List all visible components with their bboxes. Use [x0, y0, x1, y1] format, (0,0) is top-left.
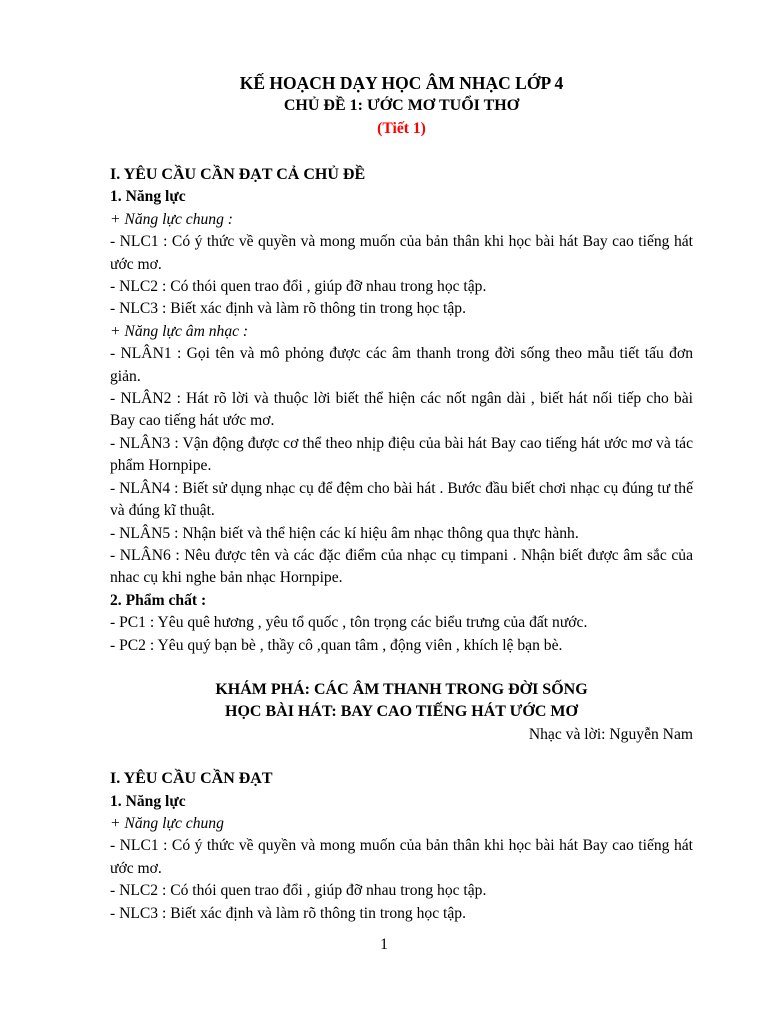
- topic-subtitle: CHỦ ĐỀ 1: ƯỚC MƠ TUỔI THƠ: [283, 97, 520, 114]
- spacer: [110, 657, 693, 679]
- section1-competence-heading: 1. Năng lực: [110, 188, 186, 206]
- paragraph: - NLÂN4 : Biết sử dụng nhạc cụ để đệm cho bài hát . Bước đầu biết chơi nhạc cụ đúng tư thế và đúng kĩ thuật.: [110, 479, 693, 520]
- section2-heading: I. YÊU CẦU CẦN ĐẠT: [110, 770, 273, 788]
- lesson-title-song: HỌC BÀI HÁT: BAY CAO TIẾNG HÁT ƯỚC MƠ: [225, 703, 578, 721]
- spacer: [110, 141, 693, 164]
- lesson-title-explore: KHÁM PHÁ: CÁC ÂM THANH TRONG ĐỜI SỐNG: [215, 680, 588, 698]
- song-credit: Nhạc và lời: Nguyễn Nam: [528, 725, 693, 743]
- section2-general-label: + Năng lực chung: [110, 814, 224, 832]
- paragraph: - NLÂN5 : Nhận biết và thể hiện các kí hiệu âm nhạc thông qua thực hành.: [110, 524, 579, 542]
- paragraph: - NLÂN1 : Gọi tên và mô phỏng được các âm thanh trong đời sống theo mẫu tiết tấu đơn giản.: [110, 345, 693, 385]
- section1-general-label: + Năng lực chung :: [110, 210, 233, 228]
- paragraph: - NLC2 : Có thói quen trao đổi , giúp đỡ nhau trong học tập.: [110, 882, 487, 900]
- paragraph: - PC2 : Yêu quý bạn bè , thầy cô ,quan tâm , động viên , khích lệ bạn bè.: [110, 636, 563, 654]
- paragraph: - NLÂN2 : Hát rõ lời và thuộc lời biết thể hiện các nốt ngân dài , biết hát nối tiếp cho bài Bay cao tiếng hát ước mơ.: [110, 390, 693, 430]
- paragraph: - NLÂN6 : Nêu được tên và các đặc điểm của nhạc cụ timpani . Nhận biết được âm sắc của nhac cụ khi nghe bản nhạc Hornpipe.: [110, 546, 693, 587]
- paragraph: - PC1 : Yêu quê hương , yêu tổ quốc , tôn trọng các biểu trưng của đất nước.: [110, 614, 588, 632]
- section1-qualities-heading: 2. Phẩm chất :: [110, 591, 207, 609]
- document-page: [110, 72, 693, 925]
- paragraph: - NLÂN3 : Vận động được cơ thể theo nhịp điệu của bài hát Bay cao tiếng hát ước mơ và tác phẩm Hornpipe.: [110, 434, 693, 475]
- paragraph: - NLC3 : Biết xác định và làm rõ thông tin trong học tập.: [110, 904, 466, 922]
- section1-heading: I. YÊU CẦU CẦN ĐẠT CẢ CHỦ ĐỀ: [110, 166, 366, 183]
- page-number: 1: [380, 936, 388, 953]
- paragraph: - NLC2 : Có thói quen trao đổi , giúp đỡ nhau trong học tập.: [110, 278, 487, 296]
- document-title: KẾ HOẠCH DẠY HỌC ÂM NHẠC LỚP 4: [239, 73, 564, 93]
- section2-competence-heading: 1. Năng lực: [110, 792, 186, 810]
- paragraph: - NLC3 : Biết xác định và làm rõ thông tin trong học tập.: [110, 300, 466, 318]
- spacer: [110, 746, 693, 768]
- section1-music-label: + Năng lực âm nhạc :: [110, 322, 249, 340]
- paragraph: - NLC1 : Có ý thức về quyền và mong muốn của bản thân khi học bài hát Bay cao tiếng hát ước mơ.: [110, 233, 693, 273]
- paragraph: - NLC1 : Có ý thức về quyền và mong muốn của bản thân khi học bài hát Bay cao tiếng hát ước mơ.: [110, 837, 693, 877]
- lesson-number: (Tiết 1): [377, 120, 426, 137]
